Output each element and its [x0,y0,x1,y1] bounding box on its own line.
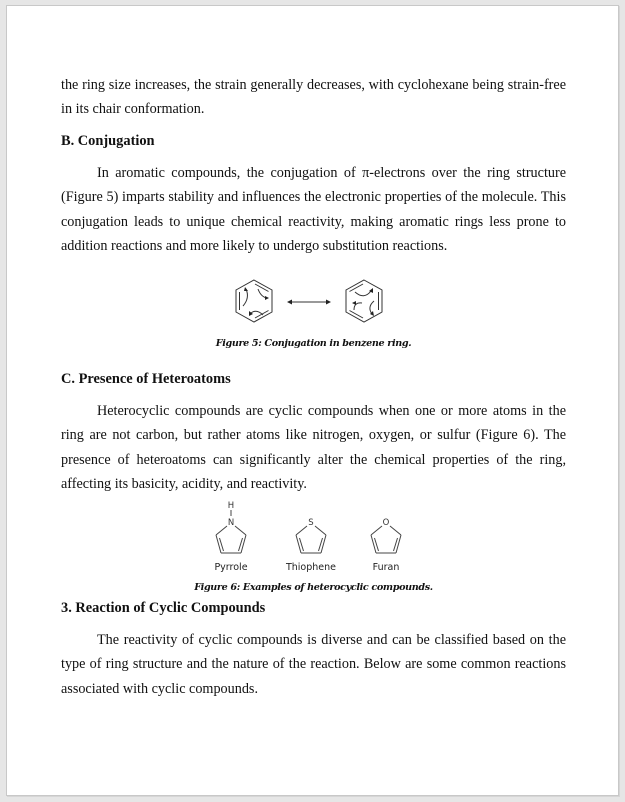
heading-heteroatoms: C. Presence of Heteroatoms [61,371,231,387]
nitrogen-label: N [227,518,235,528]
molecule-pyrrole [209,499,253,568]
benzene-resonance-diagram [234,276,394,332]
molecule-furan [364,511,408,568]
conjugation-paragraph: In aromatic compounds, the conjugation of π-electrons over the ring structure (Figure 5) imparts stability and influences the electronic properties of the molecule. This conjugation leads to unique chemical reactivity, making aromatic rings less prone to addition reactions and more likely to undergo substitution reactions. [61,165,566,255]
thiophene-structure-icon [289,511,333,563]
reaction-paragraph: The reactivity of cyclic compounds is diverse and can be classified based on the type of ring structure and the nature of the reaction. Below are some common reactions associated with cyclic compounds. [61,632,566,697]
intro-paragraph: the ring size increases, the strain generally decreases, with cyclohexane being strain-free in its chair conformation. [61,77,566,118]
furan-label: Furan [372,562,400,573]
heading-conjugation: B. Conjugation [61,133,155,149]
resonance-arrow-icon [287,300,331,305]
figure-5-caption: Figure 5: Conjugation in benzene ring. [215,338,412,349]
thiophene-label: Thiophene [285,562,337,573]
benzene-ring-left-icon [236,280,272,322]
figure-6-caption: Figure 6: Examples of heterocyclic compounds. [194,582,433,593]
pyrrole-structure-icon [209,499,253,563]
benzene-ring-right-icon [346,280,382,322]
sulfur-label: S [308,518,314,528]
figure-5 [61,276,566,349]
oxygen-label: O [382,518,390,528]
heading-reaction-of-cyclic-compounds: 3. Reaction of Cyclic Compounds [61,600,266,616]
heteroatoms-paragraph: Heterocyclic compounds are cyclic compounds when one or more atoms in the ring are not carbon, but rather atoms like nitrogen, oxygen, or sulfur (Figure 6). The presence of heteroatoms can significantly alter the chemical properties of the ring, affecting its basicity, acidity, and reactivity. [61,403,566,493]
pyrrole-label: Pyrrole [214,562,248,573]
molecule-thiophene [289,511,333,568]
document-page [6,5,619,796]
hydrogen-label: H [227,501,235,511]
furan-structure-icon [364,511,408,563]
figure-6 [61,499,566,593]
